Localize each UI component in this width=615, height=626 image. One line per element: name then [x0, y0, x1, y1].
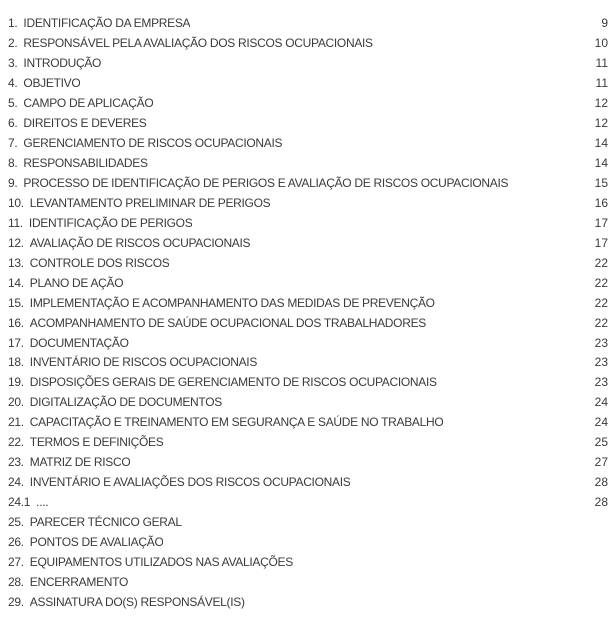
toc-entry-title: DOCUMENTAÇÃO — [29, 335, 129, 350]
toc-entry[interactable] — [8, 553, 608, 573]
toc-entry-page-number: 9 — [601, 16, 608, 30]
toc-entry-number: 15. — [8, 295, 24, 310]
toc-entry[interactable] — [8, 353, 608, 373]
toc-entry-number: 23. — [8, 455, 24, 470]
toc-entry[interactable] — [8, 154, 608, 174]
table-of-contents — [8, 14, 608, 613]
toc-entry-number: 29. — [8, 595, 24, 610]
toc-entry-page-number: 15 — [594, 175, 608, 190]
toc-entry-page-number: 16 — [594, 195, 608, 210]
toc-entry[interactable] — [8, 94, 608, 114]
toc-entry-number: 27. — [8, 555, 24, 570]
toc-entry-page-number: 10 — [594, 35, 608, 50]
toc-entry[interactable] — [8, 433, 608, 453]
toc-entry-number: 20. — [8, 395, 24, 410]
toc-entry[interactable] — [8, 294, 608, 314]
toc-entry-page-number: 11 — [595, 55, 608, 70]
toc-entry-number: 12. — [8, 235, 24, 250]
toc-entry-number: 6. — [8, 115, 18, 130]
toc-entry-number: 3. — [8, 55, 18, 70]
toc-entry-number: 13. — [8, 255, 24, 270]
toc-entry-title: IDENTIFICAÇÃO DE PERIGOS — [28, 215, 193, 230]
toc-entry[interactable] — [8, 334, 608, 354]
toc-entry-title: ACOMPANHAMENTO DE SAÚDE OCUPACIONAL DOS TRABALHADORES — [29, 315, 426, 330]
toc-entry-page-number: 24 — [594, 395, 608, 410]
toc-entry-number: 16. — [8, 315, 24, 330]
toc-entry[interactable] — [8, 513, 608, 533]
toc-entry-title: CAMPO DE APLICAÇÃO — [23, 95, 154, 110]
toc-entry[interactable] — [8, 54, 608, 74]
toc-entry-page-number: 23 — [594, 355, 608, 370]
toc-entry-page-number: 17 — [594, 215, 608, 230]
toc-entry-title: DIGITALIZAÇÃO DE DOCUMENTOS — [29, 395, 222, 410]
toc-entry-title: EQUIPAMENTOS UTILIZADOS NAS AVALIAÇÕES — [29, 555, 293, 570]
toc-entry[interactable] — [8, 134, 608, 154]
toc-entry-number: 24. — [8, 475, 24, 490]
toc-entry[interactable] — [8, 393, 608, 413]
toc-entry[interactable] — [8, 174, 608, 194]
toc-entry-number: 10. — [8, 195, 24, 210]
toc-entry-title: ASSINATURA DO(S) RESPONSÁVEL(IS) — [29, 595, 245, 610]
toc-entry-title: CONTROLE DOS RISCOS — [29, 255, 170, 270]
toc-entry-number: 25. — [8, 515, 24, 530]
toc-entry-page-number: 17 — [594, 235, 608, 250]
toc-entry-number: 19. — [8, 375, 24, 390]
toc-entry-title: IDENTIFICAÇÃO DA EMPRESA — [23, 16, 191, 30]
toc-entry-page-number: 14 — [594, 155, 608, 170]
toc-entry-page-number: 22 — [594, 275, 608, 290]
toc-entry-page-number: 28 — [594, 475, 608, 490]
toc-entry-page-number: 11 — [595, 75, 608, 90]
toc-entry-number: 7. — [8, 135, 18, 150]
toc-entry[interactable] — [8, 533, 608, 553]
toc-entry-title: .... — [36, 495, 49, 510]
toc-entry[interactable] — [8, 74, 608, 94]
toc-entry[interactable] — [8, 473, 608, 493]
toc-entry-number: 21. — [8, 415, 24, 430]
toc-entry-page-number: 28 — [594, 495, 608, 510]
toc-entry-number: 1. — [8, 16, 18, 30]
toc-entry-title: LEVANTAMENTO PRELIMINAR DE PERIGOS — [29, 195, 271, 210]
toc-entry-page-number: 22 — [594, 255, 608, 270]
toc-entry[interactable] — [8, 593, 608, 613]
toc-entry-title: INVENTÁRIO E AVALIAÇÕES DOS RISCOS OCUPACIONAIS — [29, 475, 351, 490]
toc-entry[interactable] — [8, 34, 608, 54]
toc-entry[interactable] — [8, 274, 608, 294]
toc-entry-title: PARECER TÉCNICO GERAL — [29, 515, 182, 530]
toc-entry-number: 9. — [8, 175, 18, 190]
toc-entry-page-number: 14 — [594, 135, 608, 150]
toc-entry[interactable] — [8, 373, 608, 393]
toc-entry-title: INVENTÁRIO DE RISCOS OCUPACIONAIS — [29, 355, 258, 370]
toc-entry-title: CAPACITAÇÃO E TREINAMENTO EM SEGURANÇA E SAÚDE NO TRABALHO — [29, 415, 444, 430]
toc-entry-number: 8. — [8, 155, 18, 170]
toc-entry-number: 22. — [8, 435, 24, 450]
toc-entry-number: 26. — [8, 535, 24, 550]
toc-entry-page-number: 12 — [594, 95, 608, 110]
toc-entry-page-number: 24 — [594, 415, 608, 430]
toc-entry-title: AVALIAÇÃO DE RISCOS OCUPACIONAIS — [29, 235, 251, 250]
toc-entry-title: PONTOS DE AVALIAÇÃO — [29, 535, 164, 550]
toc-entry[interactable] — [8, 254, 608, 274]
toc-entry[interactable] — [8, 214, 608, 234]
toc-entry-page-number: 27 — [594, 455, 608, 470]
toc-entry-page-number: 22 — [594, 295, 608, 310]
toc-entry-title: RESPONSÁVEL PELA AVALIAÇÃO DOS RISCOS OCUPACIONAIS — [23, 35, 373, 50]
toc-entry[interactable] — [8, 314, 608, 334]
toc-entry[interactable] — [8, 413, 608, 433]
toc-entry-title: RESPONSABILIDADES — [23, 155, 148, 170]
toc-entry-title: PLANO DE AÇÃO — [29, 275, 124, 290]
toc-entry-title: IMPLEMENTAÇÃO E ACOMPANHAMENTO DAS MEDIDAS DE PREVENÇÃO — [29, 295, 435, 310]
toc-entry-title: DISPOSIÇÕES GERAIS DE GERENCIAMENTO DE RISCOS OCUPACIONAIS — [29, 375, 437, 390]
toc-entry-title: MATRIZ DE RISCO — [29, 455, 131, 470]
toc-entry[interactable] — [8, 114, 608, 134]
toc-entry[interactable] — [8, 493, 608, 513]
toc-entry[interactable] — [8, 234, 608, 254]
toc-entry-number: 18. — [8, 355, 24, 370]
toc-entry-number: 5. — [8, 95, 18, 110]
toc-entry-title: INTRODUÇÃO — [23, 55, 102, 70]
toc-entry-number: 11. — [8, 215, 23, 230]
toc-entry[interactable] — [8, 453, 608, 473]
toc-entry-page-number: 25 — [594, 435, 608, 450]
toc-entry-title: GERENCIAMENTO DE RISCOS OCUPACIONAIS — [23, 135, 283, 150]
toc-entry-page-number: 23 — [594, 375, 608, 390]
toc-entry-title: TERMOS E DEFINIÇÕES — [29, 435, 164, 450]
toc-entry-page-number: 22 — [594, 315, 608, 330]
toc-entry-number: 2. — [8, 35, 18, 50]
toc-entry-page-number: 12 — [594, 115, 608, 130]
toc-entry-number: 4. — [8, 75, 18, 90]
toc-entry-page-number: 23 — [594, 335, 608, 350]
toc-entry-title: PROCESSO DE IDENTIFICAÇÃO DE PERIGOS E AVALIAÇÃO DE RISCOS OCUPACIONAIS — [23, 175, 509, 190]
toc-entry-title: OBJETIVO — [23, 75, 81, 90]
toc-entry[interactable] — [8, 194, 608, 214]
toc-entry-number: 14. — [8, 275, 24, 290]
toc-entry-title: DIREITOS E DEVERES — [23, 115, 147, 130]
toc-entry-number: 17. — [8, 335, 24, 350]
toc-entry-number: 28. — [8, 575, 24, 590]
toc-entry-number: 24.1 — [8, 495, 31, 510]
toc-entry[interactable] — [8, 14, 608, 34]
toc-entry[interactable] — [8, 573, 608, 593]
toc-entry-title: ENCERRAMENTO — [29, 575, 128, 590]
